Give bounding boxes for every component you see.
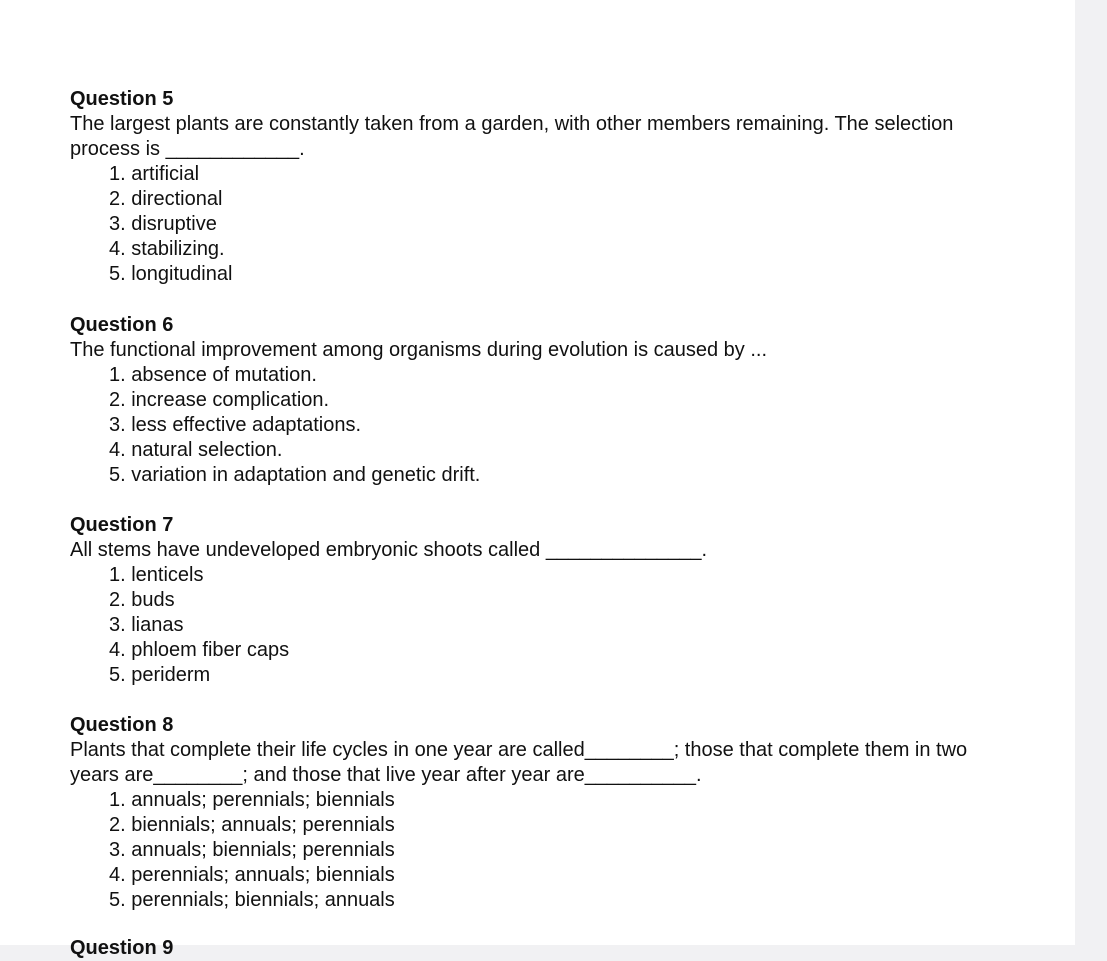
option: 3. disruptive [109, 213, 217, 235]
question-8 [70, 713, 1010, 913]
option: 5. longitudinal [109, 263, 233, 285]
question-7 [70, 513, 1010, 688]
question-5 [70, 87, 1010, 287]
scrollbar-track[interactable] [1075, 0, 1107, 945]
question-9-title-partial: Question 9 [70, 937, 174, 959]
question-text: All stems have undeveloped embryonic shoots called ______________. [70, 539, 708, 561]
option: 1. artificial [109, 163, 200, 185]
option: 2. buds [109, 589, 175, 611]
question-6 [70, 313, 1010, 488]
question-text: Plants that complete their life cycles in one year are called________; those that complete them in two years are________; and those that live year after year are__________. [70, 739, 968, 786]
options-list [70, 563, 1010, 688]
option: 5. variation in adaptation and genetic drift. [109, 464, 481, 486]
option: 1. absence of mutation. [109, 364, 317, 386]
option: 4. perennials; annuals; biennials [109, 864, 395, 886]
question-title: Question 6 [70, 314, 174, 336]
question-title: Question 5 [70, 88, 174, 110]
option: 5. periderm [109, 664, 211, 686]
question-title: Question 7 [70, 514, 174, 536]
option: 1. annuals; perennials; biennials [109, 789, 395, 811]
option: 2. directional [109, 188, 223, 210]
option: 5. perennials; biennials; annuals [109, 889, 395, 911]
option: 4. stabilizing. [109, 238, 225, 260]
options-list [70, 363, 1010, 488]
question-text: The functional improvement among organisms during evolution is caused by ... [70, 339, 768, 361]
option: 4. natural selection. [109, 439, 283, 461]
question-title: Question 8 [70, 714, 174, 736]
option: 3. lianas [109, 614, 184, 636]
options-list [70, 788, 1010, 913]
option: 1. lenticels [109, 564, 204, 586]
option: 3. annuals; biennials; perennials [109, 839, 395, 861]
option: 2. biennials; annuals; perennials [109, 814, 395, 836]
option: 3. less effective adaptations. [109, 414, 362, 436]
options-list [70, 162, 1010, 287]
option: 4. phloem fiber caps [109, 639, 290, 661]
option: 2. increase complication. [109, 389, 330, 411]
question-text: The largest plants are constantly taken from a garden, with other members remaining. The selection process is ____________. [70, 113, 954, 160]
